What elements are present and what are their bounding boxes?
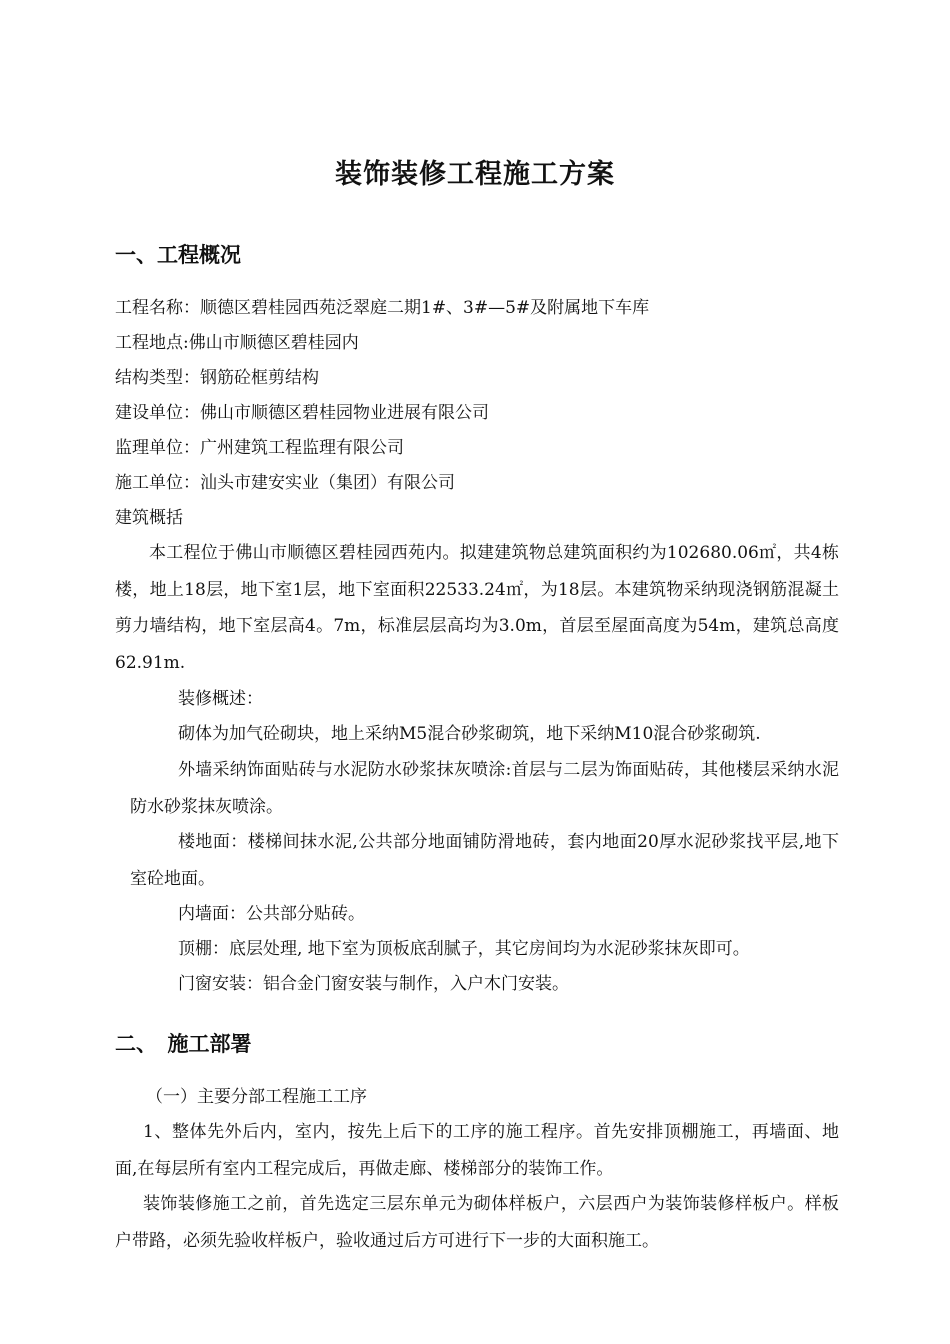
floor-paragraph: 楼地面：楼梯间抹水泥,公共部分地面铺防滑地砖，套内地面20厚水泥砂浆找平层,地下室砼地面。 [130,832,839,889]
document-title: 装饰装修工程施工方案 [335,159,615,190]
structure-type-line: 结构类型：钢筋砼框剪结构 [115,368,319,388]
masonry-line: 砌体为加气砼砌块，地上采纳M5混合砂浆砌筑，地下采纳M10混合砂浆砌筑. [178,724,761,744]
supervisor-unit-line: 监理单位：广州建筑工程监理有限公司 [115,438,404,458]
owner-unit-line: 建设单位：佛山市顺德区碧桂园物业进展有限公司 [115,403,489,423]
building-overview-label: 建筑概括 [115,508,183,528]
section-heading-overview: 一、工程概况 [115,242,241,267]
decoration-overview-label: 装修概述： [178,689,263,709]
doors-windows-line: 门窗安装：铝合金门窗安装与制作，入户木门安装。 [178,974,569,994]
ceiling-line: 顶棚：底层处理, 地下室为顶板底刮腻子，其它房间均为水泥砂浆抹灰即可。 [178,939,750,959]
project-name-line: 工程名称：顺德区碧桂园西苑泛翠庭二期1#、3#—5#及附属地下车库 [115,298,650,318]
procedure-paragraph-1: 1、整体先外后内，室内，按先上后下的工序的施工程序。首先安排顶棚施工，再墙面、地面,在每层所有室内工程完成后，再做走廊、楼梯部分的装饰工作。 [115,1122,839,1179]
subsection-heading-procedures: （一）主要分部工程施工工序 [146,1087,367,1107]
procedure-paragraph-2: 装饰装修施工之前，首先选定三层东单元为砌体样板户，六层西户为装饰装修样板户。样板户带路，必须先验收样板户，验收通过后方可进行下一步的大面积施工。 [115,1194,839,1251]
exterior-wall-paragraph: 外墙采纳饰面贴砖与水泥防水砂浆抹灰喷涂:首层与二层为饰面贴砖，其他楼层采纳水泥防水砂浆抹灰喷涂。 [130,760,839,817]
section-heading-deployment: 二、 施工部署 [115,1031,252,1056]
interior-wall-line: 内墙面：公共部分贴砖。 [178,904,365,924]
project-location-line: 工程地点:佛山市顺德区碧桂园内 [115,333,359,353]
building-overview-paragraph: 本工程位于佛山市顺德区碧桂园西苑内。拟建建筑物总建筑面积约为102680.06㎡，共4栋楼，地上18层，地下室1层，地下室面积22533.24㎡，为18层。本建筑物采纳现浇钢筋混凝土剪力墙结构，地下室层高4。7m，标准层层高均为3.0m，首层至屋面高度为54m，建筑总高度62.91m. [115,543,839,673]
contractor-unit-line: 施工单位：汕头市建安实业（集团）有限公司 [115,473,455,493]
